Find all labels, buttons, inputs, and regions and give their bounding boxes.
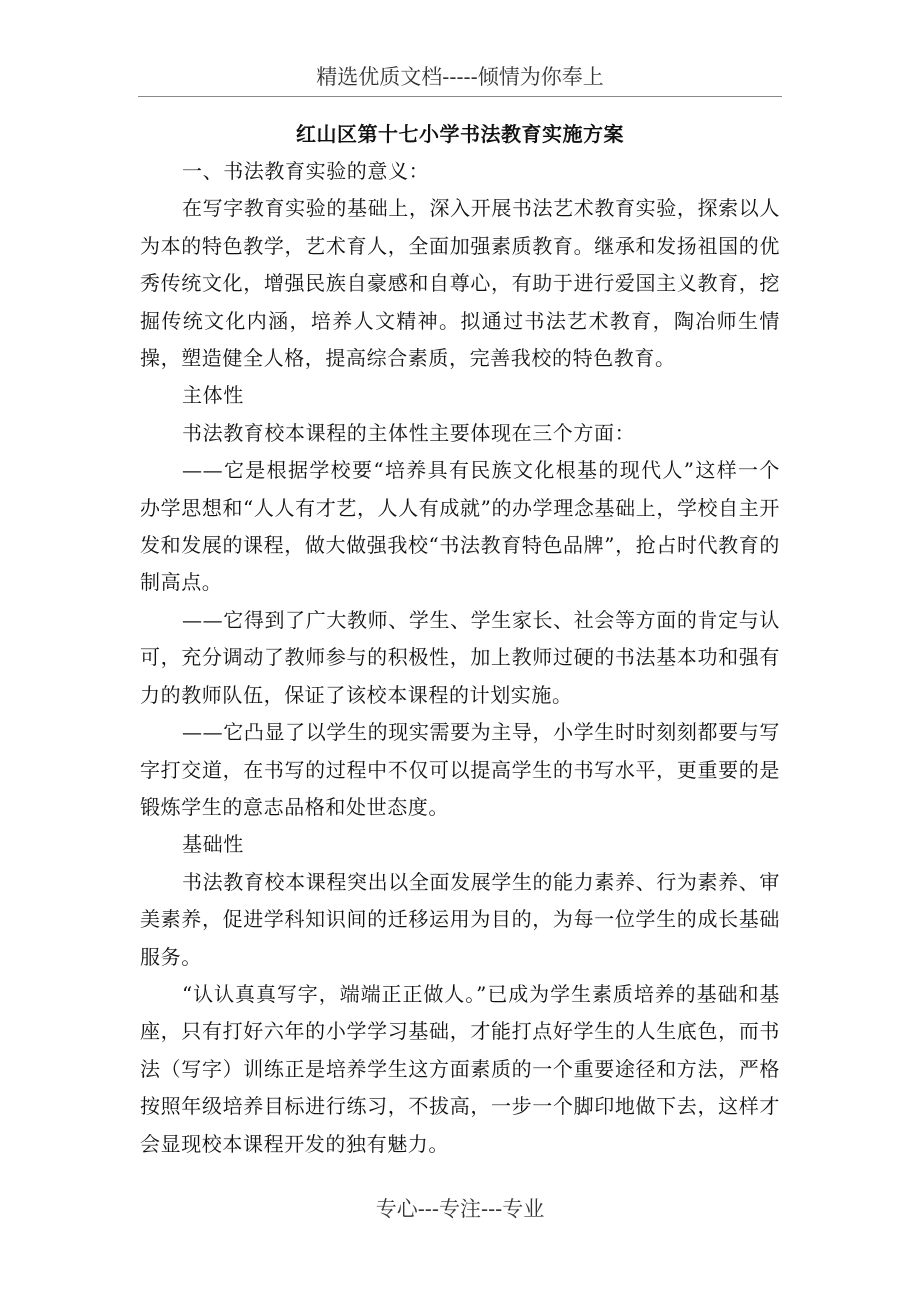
paragraph: “认认真真写字，端端正正做人。”已成为学生素质培养的基础和基座，只有打好六年的小学学习基础，才能打点好学生的人生底色，而书法（写字）训练正是培养学生这方面素质的一个重要途径和方法，严格按照年级培养目标进行练习，不拔高，一步一个脚印地做下去，这样才会显现校本课程开发的独有魅力。 [140, 981, 780, 1156]
paragraph: ——它得到了广大教师、学生、学生家长、社会等方面的肯定与认可，充分调动了教师参与的积极性，加上教师过硬的书法基本功和强有力的教师队伍，保证了该校本课程的计划实施。 [140, 607, 780, 707]
paragraph: ——它凸显了以学生的现实需要为主导，小学生时时刻刻都要与写字打交道，在书写的过程中不仅可以提高学生的书写水平，更重要的是锻炼学生的意志品格和处世态度。 [140, 720, 780, 819]
paragraph: 在写字教育实验的基础上，深入开展书法艺术教育实验，探索以人为本的特色教学，艺术育人，全面加强素质教育。继承和发扬祖国的优秀传统文化，增强民族自豪感和自尊心，有助于进行爱国主义教育，挖掘传统文化内涵，培养人文精神。拟通过书法艺术教育，陶冶师生情操，塑造健全人格，提高综合素质，完善我校的特色教育。 [140, 196, 780, 371]
document-title: 红山区第十七小学书法教育实施方案 [296, 122, 624, 146]
paragraph: ——它是根据学校要“培养具有民族文化根基的现代人”这样一个办学思想和“人人有才艺，人人有成就”的办学理念基础上，学校自主开发和发展的课程，做大做强我校“书法教育特色品牌”，抢占时代教育的制高点。 [140, 458, 780, 595]
section-heading-foundation: 基础性 [182, 832, 244, 857]
section-heading-significance: 一、书法教育实验的意义： [182, 159, 430, 183]
paragraph: 书法教育校本课程突出以全面发展学生的能力素养、行为素养、审美素养，促进学科知识间的迁移运用为目的，为每一位学生的成长基础服务。 [140, 869, 780, 969]
header-divider [138, 96, 782, 97]
section-heading-subjectivity: 主体性 [182, 383, 244, 408]
page-header: 精选优质文档-----倾情为你奉上 [316, 65, 604, 89]
paragraph: 书法教育校本课程的主体性主要体现在三个方面： [182, 420, 636, 445]
page-footer: 专心---专注---专业 [375, 1197, 545, 1221]
document-body [140, 116, 780, 1163]
